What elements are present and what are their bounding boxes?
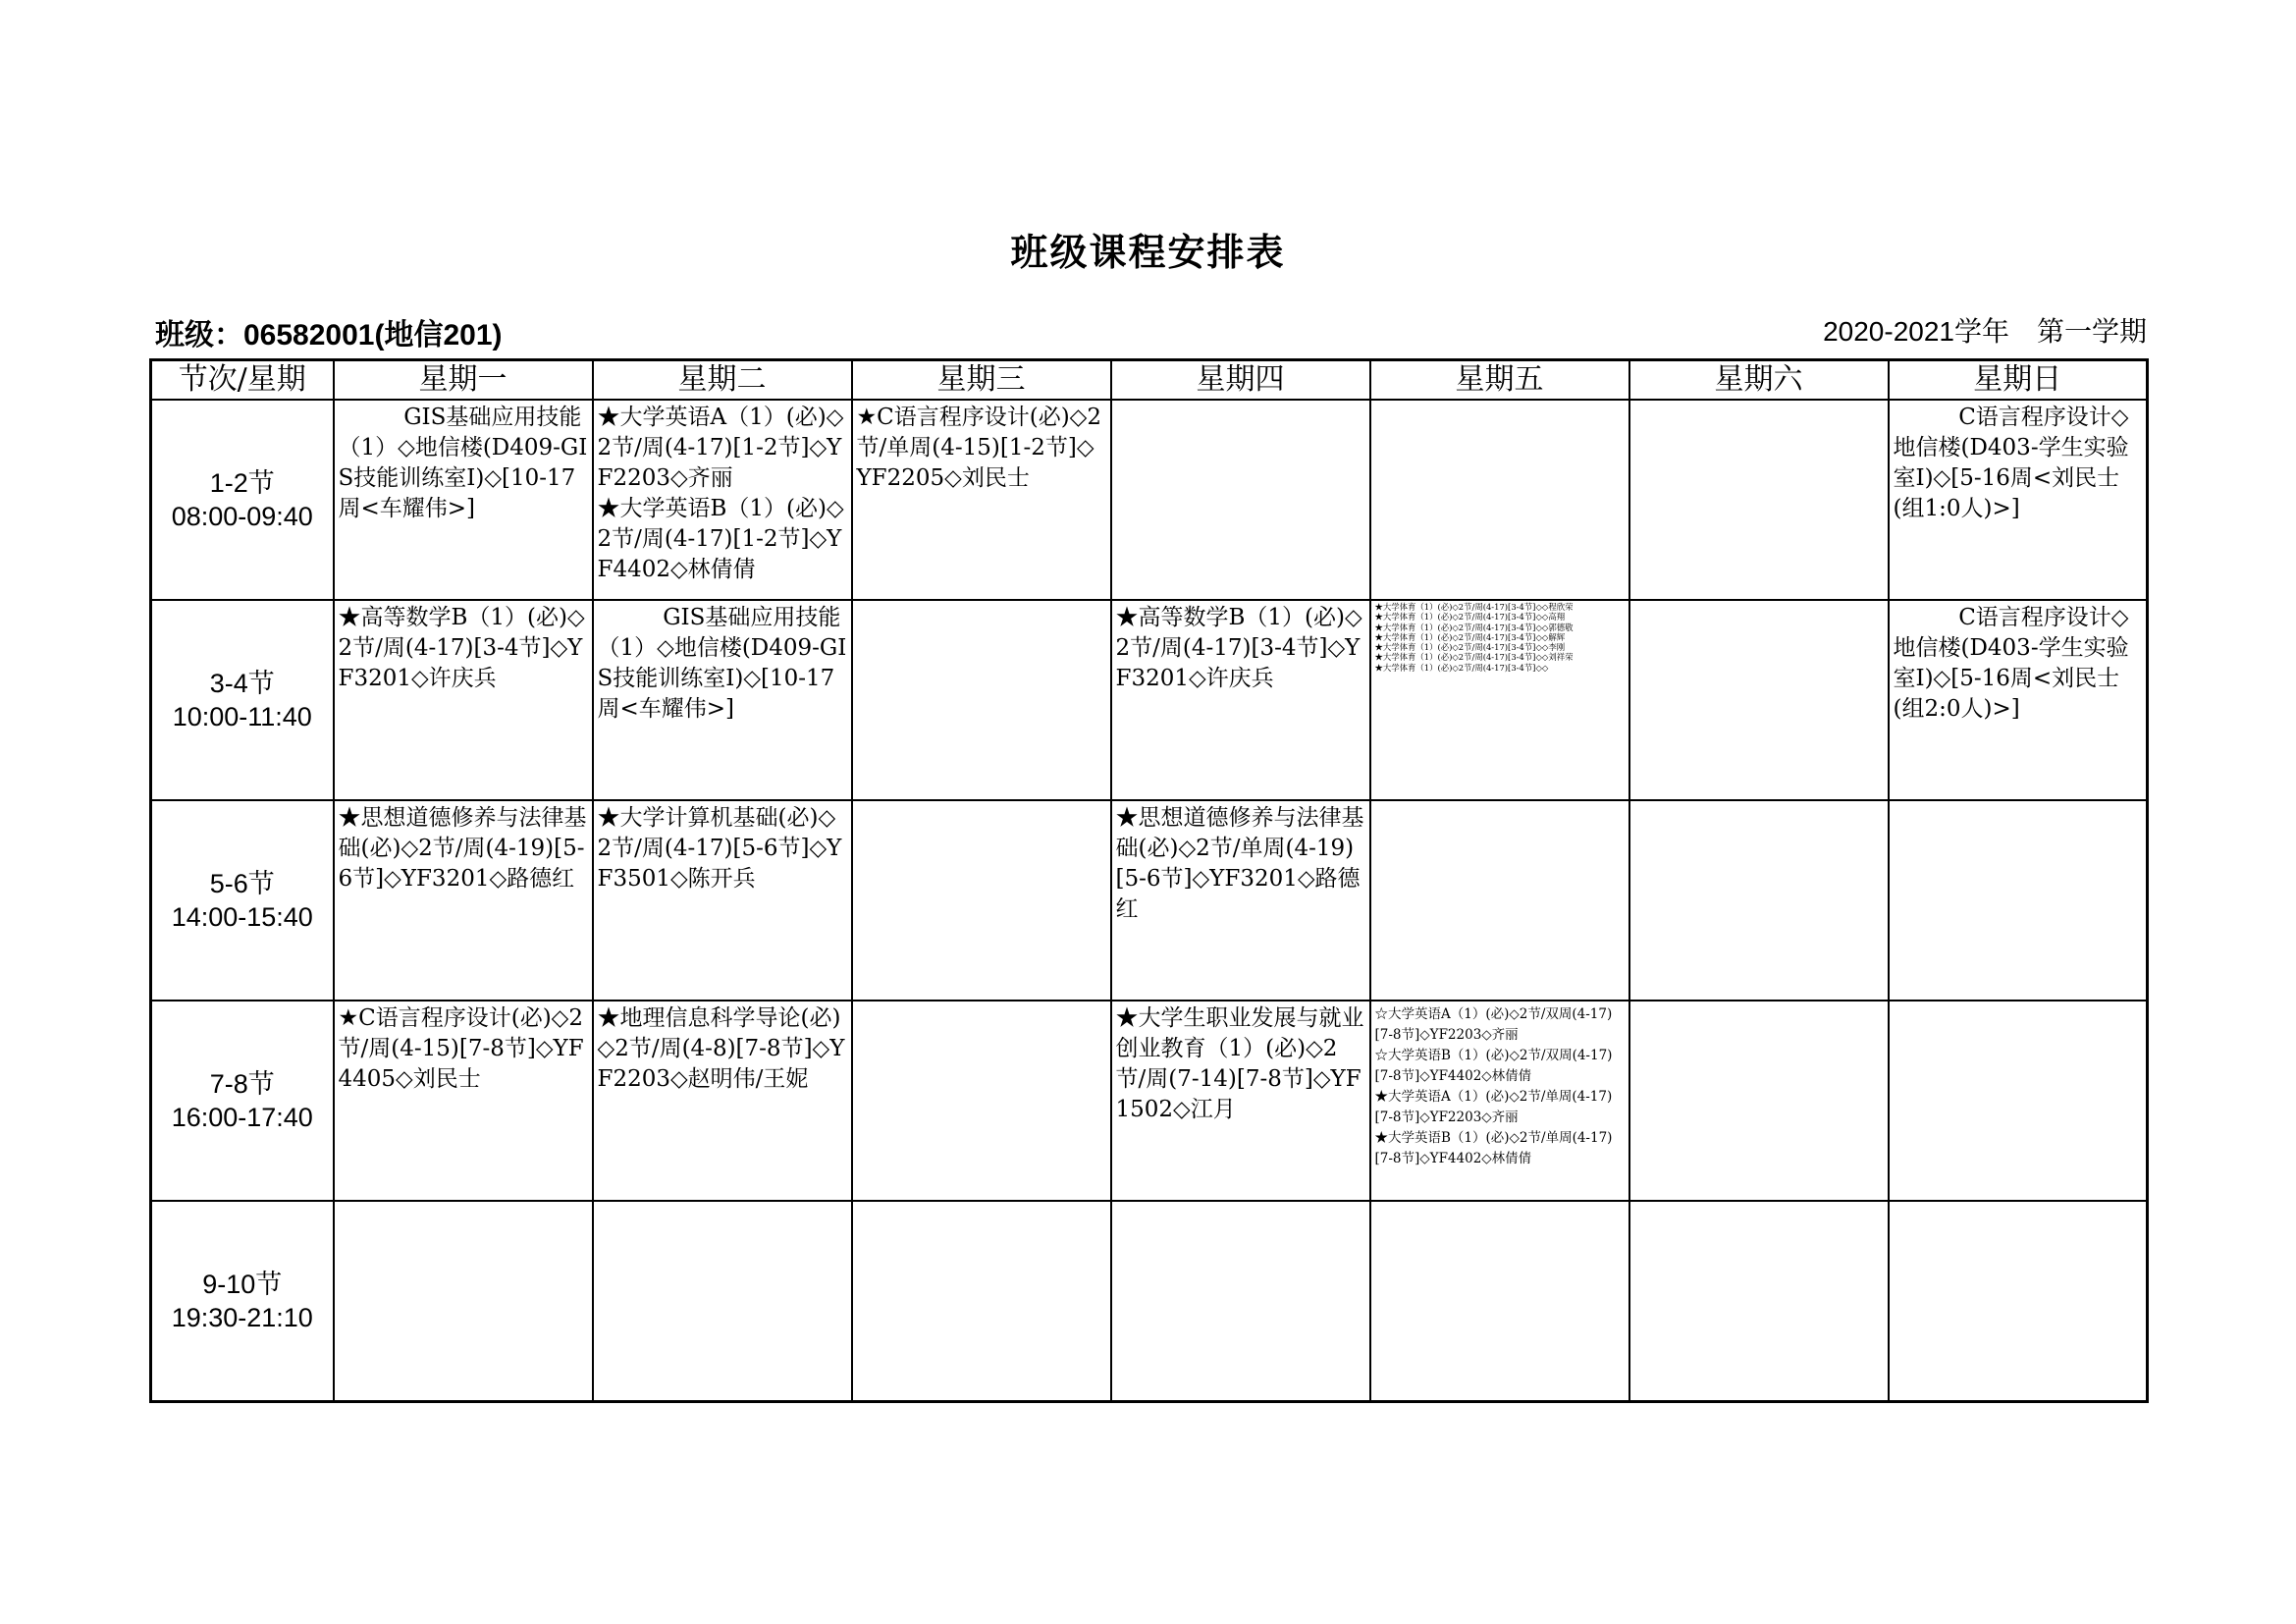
day-cell <box>852 1001 1111 1201</box>
course-text: ☆大学英语A（1）(必)◇2节/双周(4-17)[7-8节]◇YF2203◇齐丽 <box>1374 1006 1613 1043</box>
header-friday: 星期五 <box>1370 360 1629 401</box>
day-cell <box>593 400 852 600</box>
day-cell <box>1629 600 1889 800</box>
table-row <box>151 1201 2148 1401</box>
course-entry <box>1112 1001 1369 1125</box>
course-text: ★高等数学B（1）(必)◇2节/周(4-17)[3-4节]◇YF3201◇许庆兵 <box>1115 605 1362 691</box>
day-cell <box>1370 600 1629 800</box>
course-text: GIS基础应用技能（1）◇地信楼(D409-GIS技能训练室Ⅰ)◇[10-17周<车耀伟>] <box>338 405 588 521</box>
term-label <box>1823 310 2147 350</box>
course-text: ★大学体育（1）(必)◇2节/周(4-17)[3-4节]◇◇程欣荣 <box>1374 602 1574 612</box>
period-time: 16:00-17:40 <box>171 1103 313 1132</box>
course-text: C语言程序设计◇地信楼(D403-学生实验室Ⅰ)◇[5-16周<刘民士(组2:0人)>] <box>1893 605 2129 722</box>
day-cell <box>593 800 852 1001</box>
day-cell <box>334 400 593 600</box>
day-cell <box>1629 1201 1889 1401</box>
course-text: ★大学体育（1）(必)◇2节/周(4-17)[3-4节]◇◇解辉 <box>1374 631 1566 642</box>
day-cell <box>1889 1201 2148 1401</box>
day-cell <box>593 600 852 800</box>
day-cell <box>852 1201 1111 1401</box>
day-cell <box>1111 1201 1370 1401</box>
period-label: 3-4节 <box>209 669 275 698</box>
header-tuesday: 星期二 <box>593 360 852 401</box>
day-cell <box>1370 1001 1629 1201</box>
course-entry <box>853 401 1110 494</box>
course-text: ★大学体育（1）(必)◇2节/周(4-17)[3-4节]◇◇刘祥荣 <box>1374 652 1574 663</box>
day-cell <box>334 1201 593 1401</box>
period-label: 7-8节 <box>209 1069 275 1099</box>
course-entry <box>335 401 592 524</box>
day-cell <box>1111 800 1370 1001</box>
day-cell <box>593 1201 852 1401</box>
course-text: ★C语言程序设计(必)◇2节/单周(4-15)[1-2节]◇YF2205◇刘民士 <box>856 405 1101 491</box>
course-text: ★思想道德修养与法律基础(必)◇2节/周(4-19)[5-6节]◇YF3201◇路德红 <box>338 805 587 892</box>
course-text: ★大学英语B（1）(必)◇2节/单周(4-17)[7-8节]◇YF4402◇林倩倩 <box>1374 1130 1613 1166</box>
period-cell <box>151 1201 334 1401</box>
day-cell <box>1111 600 1370 800</box>
day-cell <box>1889 1001 2148 1201</box>
course-entry <box>1371 1001 1629 1169</box>
course-entry <box>335 1001 592 1095</box>
period-label: 9-10节 <box>202 1269 283 1299</box>
day-cell <box>1889 400 2148 600</box>
period-label: 1-2节 <box>209 468 275 498</box>
course-text: ★大学计算机基础(必)◇2节/周(4-17)[5-6节]◇YF3501◇陈开兵 <box>597 805 842 892</box>
course-text: ★大学英语A（1）(必)◇2节/周(4-17)[1-2节]◇YF2203◇齐丽 <box>597 405 844 491</box>
day-cell <box>593 1001 852 1201</box>
course-entry <box>1112 601 1369 694</box>
period-time: 14:00-15:40 <box>171 902 313 932</box>
course-entry <box>594 601 851 725</box>
course-entry <box>1890 601 2147 725</box>
day-cell <box>1370 800 1629 1001</box>
table-row <box>151 400 2148 600</box>
course-text: ★大学体育（1）(必)◇2节/周(4-17)[3-4节]◇◇郭德敬 <box>1374 622 1574 632</box>
header-saturday: 星期六 <box>1629 360 1889 401</box>
day-cell <box>1370 1201 1629 1401</box>
header-monday: 星期一 <box>334 360 593 401</box>
day-cell <box>334 800 593 1001</box>
day-cell <box>1629 1001 1889 1201</box>
day-cell <box>1889 600 2148 800</box>
schedule-table <box>149 358 2149 1403</box>
course-entry <box>1371 601 1629 673</box>
course-entry <box>1112 801 1369 925</box>
day-cell <box>852 400 1111 600</box>
period-cell <box>151 800 334 1001</box>
header-row <box>151 360 2148 401</box>
day-cell <box>334 600 593 800</box>
day-cell <box>1629 800 1889 1001</box>
table-row <box>151 1001 2148 1201</box>
course-entry <box>594 401 851 585</box>
day-cell <box>1111 1001 1370 1201</box>
course-text: ★大学体育（1）(必)◇2节/周(4-17)[3-4节]◇◇高翔 <box>1374 612 1566 623</box>
day-cell <box>852 800 1111 1001</box>
table-row <box>151 600 2148 800</box>
course-entry <box>1890 401 2147 524</box>
day-cell <box>1889 800 2148 1001</box>
period-cell <box>151 1001 334 1201</box>
course-text: GIS基础应用技能（1）◇地信楼(D409-GIS技能训练室Ⅰ)◇[10-17周<车耀伟>] <box>597 605 847 722</box>
period-time: 08:00-09:40 <box>171 502 313 531</box>
course-text: ★思想道德修养与法律基础(必)◇2节/单周(4-19)[5-6节]◇YF3201◇路德红 <box>1115 805 1364 922</box>
course-entry <box>594 801 851 894</box>
course-entry <box>335 601 592 694</box>
table-row <box>151 800 2148 1001</box>
course-text: ★大学英语A（1）(必)◇2节/单周(4-17)[7-8节]◇YF2203◇齐丽 <box>1374 1089 1613 1125</box>
period-cell <box>151 600 334 800</box>
period-time: 10:00-11:40 <box>172 702 312 731</box>
page-title: 班级课程安排表 <box>1010 231 1286 274</box>
course-text: ★大学体育（1）(必)◇2节/周(4-17)[3-4节]◇◇ <box>1374 662 1549 673</box>
header-sunday: 星期日 <box>1889 360 2148 401</box>
header-period: 节次/星期 <box>151 360 334 401</box>
course-text: ★高等数学B（1）(必)◇2节/周(4-17)[3-4节]◇YF3201◇许庆兵 <box>338 605 585 691</box>
course-text: ★大学英语B（1）(必)◇2节/周(4-17)[1-2节]◇YF4402◇林倩倩 <box>597 496 844 582</box>
course-text: ★C语言程序设计(必)◇2节/周(4-15)[7-8节]◇YF4405◇刘民士 <box>338 1005 584 1092</box>
day-cell <box>334 1001 593 1201</box>
period-cell <box>151 400 334 600</box>
header-wednesday: 星期三 <box>852 360 1111 401</box>
day-cell <box>1629 400 1889 600</box>
period-time: 19:30-21:10 <box>171 1302 313 1332</box>
course-text: ★地理信息科学导论(必)◇2节/周(4-8)[7-8节]◇YF2203◇赵明伟/王妮 <box>597 1005 845 1092</box>
day-cell <box>1370 400 1629 600</box>
course-entry <box>594 1001 851 1095</box>
course-entry <box>335 801 592 894</box>
course-text: C语言程序设计◇地信楼(D403-学生实验室Ⅰ)◇[5-16周<刘民士(组1:0人)>] <box>1893 405 2129 521</box>
semester: 第一学期 <box>2036 316 2147 347</box>
academic-year: 2020-2021学年 <box>1823 316 2009 347</box>
course-text: ☆大学英语B（1）(必)◇2节/双周(4-17)[7-8节]◇YF4402◇林倩倩 <box>1374 1048 1613 1084</box>
course-text: ★大学体育（1）(必)◇2节/周(4-17)[3-4节]◇◇李刚 <box>1374 642 1566 653</box>
day-cell <box>852 600 1111 800</box>
period-label: 5-6节 <box>209 869 275 898</box>
class-label: 班级：06582001(地信201) <box>155 319 503 352</box>
course-text: ★大学生职业发展与就业创业教育（1）(必)◇2节/周(7-14)[7-8节]◇YF1502◇江月 <box>1115 1005 1364 1122</box>
day-cell <box>1111 400 1370 600</box>
header-thursday: 星期四 <box>1111 360 1370 401</box>
